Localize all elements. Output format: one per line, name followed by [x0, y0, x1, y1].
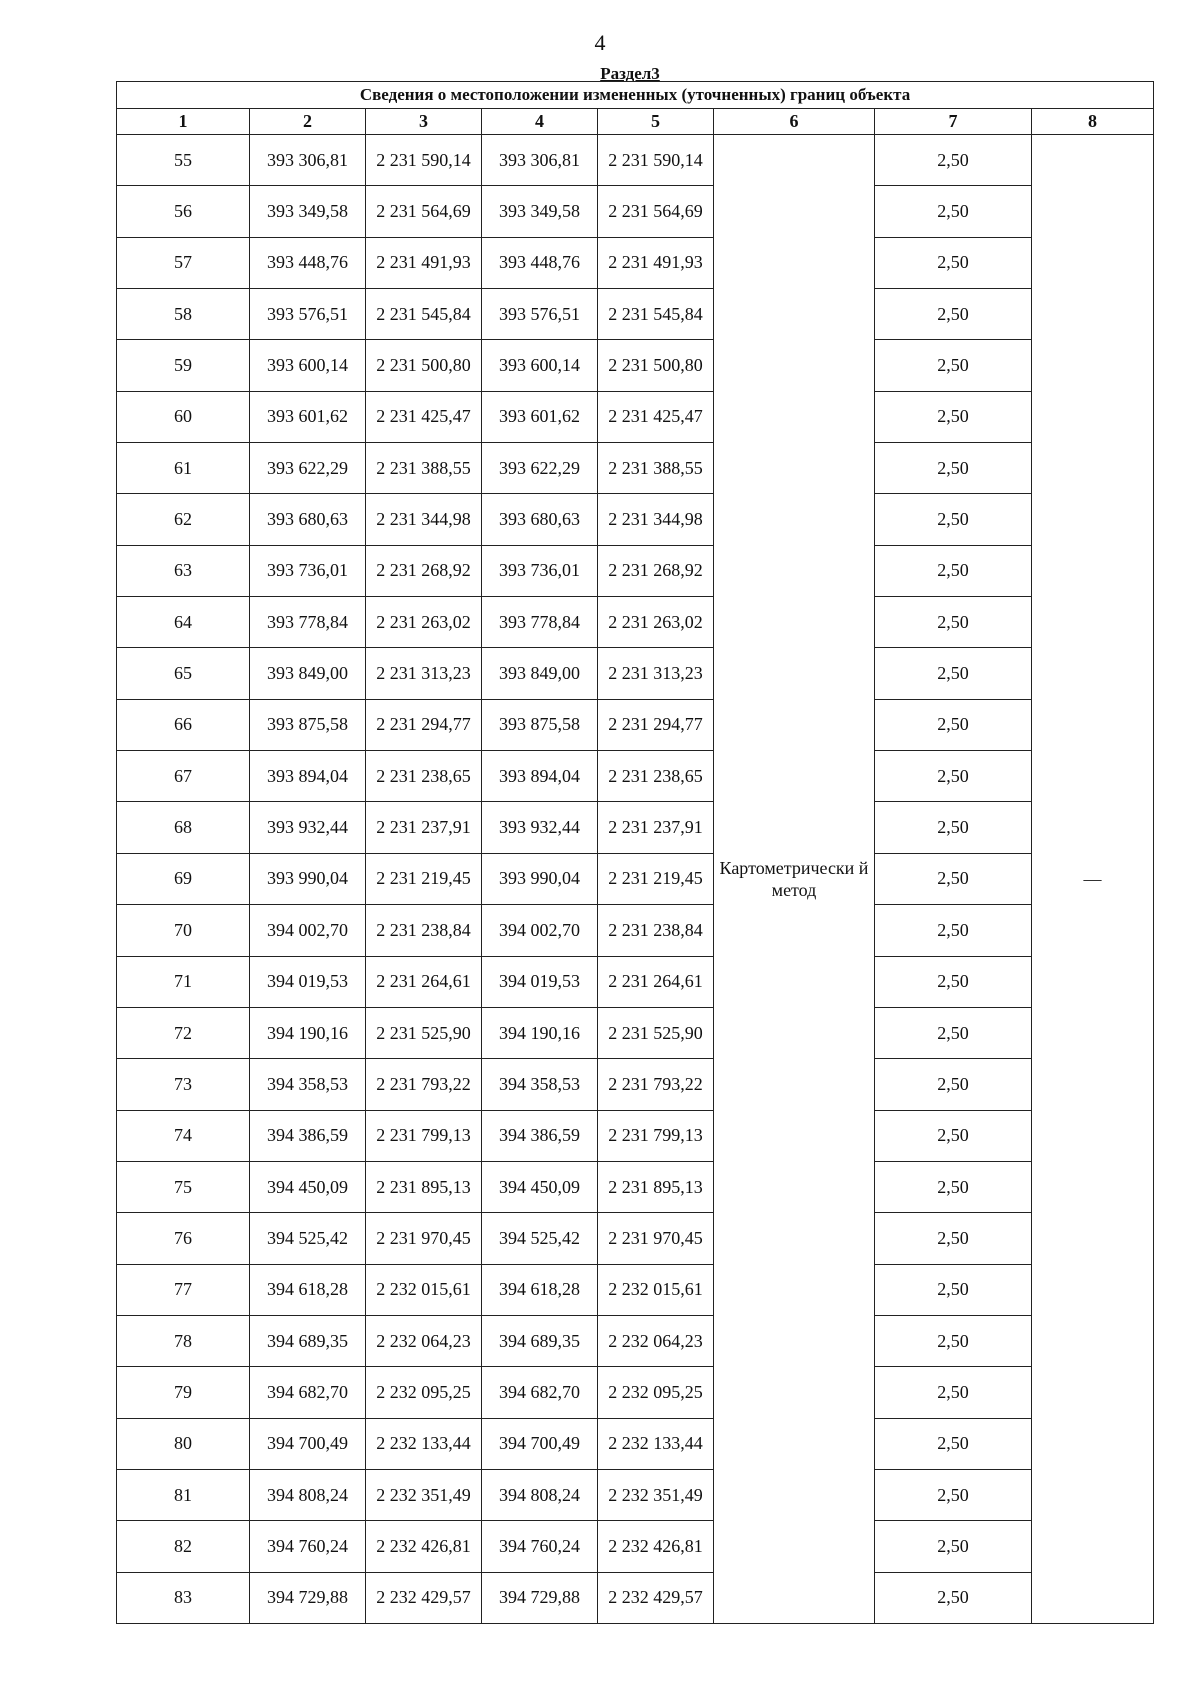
x-existing-cell: 394 002,70 [250, 905, 366, 956]
column-number: 1 [117, 109, 250, 135]
y-refined-cell: 2 232 064,23 [598, 1315, 714, 1366]
point-number-cell: 65 [117, 648, 250, 699]
y-refined-cell: 2 231 238,65 [598, 751, 714, 802]
table-row [117, 1264, 1154, 1315]
y-existing-cell: 2 231 525,90 [366, 1007, 482, 1058]
y-refined-cell: 2 231 294,77 [598, 699, 714, 750]
accuracy-cell: 2,50 [875, 1007, 1032, 1058]
table-row [117, 494, 1154, 545]
x-existing-cell: 394 525,42 [250, 1213, 366, 1264]
x-refined-cell: 394 450,09 [482, 1161, 598, 1212]
point-number-cell: 81 [117, 1469, 250, 1520]
section-title: Раздел3 [600, 64, 660, 83]
x-existing-cell: 394 019,53 [250, 956, 366, 1007]
y-refined-cell: 2 232 133,44 [598, 1418, 714, 1469]
x-existing-cell: 394 190,16 [250, 1007, 366, 1058]
table-row [117, 648, 1154, 699]
point-number-cell: 70 [117, 905, 250, 956]
table-row [117, 1213, 1154, 1264]
table-row [117, 237, 1154, 288]
table-row [117, 905, 1154, 956]
y-existing-cell: 2 231 500,80 [366, 340, 482, 391]
y-existing-cell: 2 231 238,65 [366, 751, 482, 802]
point-number-cell: 55 [117, 135, 250, 186]
table-row [117, 1059, 1154, 1110]
x-existing-cell: 393 849,00 [250, 648, 366, 699]
x-refined-cell: 394 808,24 [482, 1469, 598, 1520]
y-existing-cell: 2 231 793,22 [366, 1059, 482, 1110]
y-refined-cell: 2 231 545,84 [598, 289, 714, 340]
accuracy-cell: 2,50 [875, 1469, 1032, 1520]
accuracy-cell: 2,50 [875, 1161, 1032, 1212]
y-refined-cell: 2 232 351,49 [598, 1469, 714, 1520]
x-existing-cell: 393 600,14 [250, 340, 366, 391]
x-existing-cell: 393 622,29 [250, 443, 366, 494]
column-number: 4 [482, 109, 598, 135]
point-number-cell: 71 [117, 956, 250, 1007]
y-existing-cell: 2 232 426,81 [366, 1521, 482, 1572]
y-refined-cell: 2 232 426,81 [598, 1521, 714, 1572]
y-refined-cell: 2 231 268,92 [598, 545, 714, 596]
table-row [117, 956, 1154, 1007]
table-row [117, 1007, 1154, 1058]
y-refined-cell: 2 231 500,80 [598, 340, 714, 391]
x-refined-cell: 394 618,28 [482, 1264, 598, 1315]
accuracy-cell: 2,50 [875, 135, 1032, 186]
point-number-cell: 79 [117, 1367, 250, 1418]
x-refined-cell: 394 760,24 [482, 1521, 598, 1572]
y-existing-cell: 2 231 970,45 [366, 1213, 482, 1264]
accuracy-cell: 2,50 [875, 545, 1032, 596]
table-row [117, 443, 1154, 494]
x-existing-cell: 393 894,04 [250, 751, 366, 802]
point-number-cell: 78 [117, 1315, 250, 1366]
y-refined-cell: 2 231 793,22 [598, 1059, 714, 1110]
y-existing-cell: 2 231 564,69 [366, 186, 482, 237]
table-row [117, 135, 1154, 186]
table-caption: Сведения о местоположении измененных (уточненных) границ объекта [117, 82, 1154, 109]
y-refined-cell: 2 232 015,61 [598, 1264, 714, 1315]
x-existing-cell: 393 306,81 [250, 135, 366, 186]
point-number-cell: 68 [117, 802, 250, 853]
table-row [117, 289, 1154, 340]
point-number-cell: 57 [117, 237, 250, 288]
y-existing-cell: 2 231 313,23 [366, 648, 482, 699]
point-number-cell: 69 [117, 853, 250, 904]
y-existing-cell: 2 232 015,61 [366, 1264, 482, 1315]
y-refined-cell: 2 231 263,02 [598, 597, 714, 648]
y-refined-cell: 2 231 344,98 [598, 494, 714, 545]
x-refined-cell: 393 849,00 [482, 648, 598, 699]
accuracy-cell: 2,50 [875, 802, 1032, 853]
column-number-row [117, 109, 1154, 135]
x-existing-cell: 394 808,24 [250, 1469, 366, 1520]
y-existing-cell: 2 231 388,55 [366, 443, 482, 494]
y-existing-cell: 2 231 238,84 [366, 905, 482, 956]
column-number: 7 [875, 109, 1032, 135]
accuracy-cell: 2,50 [875, 443, 1032, 494]
y-refined-cell: 2 231 799,13 [598, 1110, 714, 1161]
page-number: 4 [594, 30, 606, 55]
y-refined-cell: 2 231 219,45 [598, 853, 714, 904]
table-row [117, 545, 1154, 596]
accuracy-cell: 2,50 [875, 597, 1032, 648]
point-number-cell: 76 [117, 1213, 250, 1264]
y-existing-cell: 2 231 237,91 [366, 802, 482, 853]
x-existing-cell: 393 875,58 [250, 699, 366, 750]
point-number-cell: 63 [117, 545, 250, 596]
y-refined-cell: 2 231 970,45 [598, 1213, 714, 1264]
y-existing-cell: 2 232 064,23 [366, 1315, 482, 1366]
point-number-cell: 82 [117, 1521, 250, 1572]
x-refined-cell: 393 448,76 [482, 237, 598, 288]
y-existing-cell: 2 231 590,14 [366, 135, 482, 186]
y-existing-cell: 2 232 095,25 [366, 1367, 482, 1418]
x-refined-cell: 393 601,62 [482, 391, 598, 442]
x-refined-cell: 394 700,49 [482, 1418, 598, 1469]
x-refined-cell: 394 729,88 [482, 1572, 598, 1623]
y-existing-cell: 2 232 429,57 [366, 1572, 482, 1623]
x-refined-cell: 393 680,63 [482, 494, 598, 545]
accuracy-cell: 2,50 [875, 1059, 1032, 1110]
x-refined-cell: 393 306,81 [482, 135, 598, 186]
accuracy-cell: 2,50 [875, 237, 1032, 288]
x-existing-cell: 394 618,28 [250, 1264, 366, 1315]
x-existing-cell: 393 990,04 [250, 853, 366, 904]
column-number: 8 [1032, 109, 1154, 135]
y-refined-cell: 2 231 238,84 [598, 905, 714, 956]
point-number-cell: 64 [117, 597, 250, 648]
table-row [117, 802, 1154, 853]
x-existing-cell: 394 386,59 [250, 1110, 366, 1161]
x-refined-cell: 393 622,29 [482, 443, 598, 494]
x-refined-cell: 394 525,42 [482, 1213, 598, 1264]
y-existing-cell: 2 231 219,45 [366, 853, 482, 904]
x-refined-cell: 394 019,53 [482, 956, 598, 1007]
table-row [117, 1367, 1154, 1418]
point-number-cell: 61 [117, 443, 250, 494]
x-existing-cell: 394 760,24 [250, 1521, 366, 1572]
y-existing-cell: 2 231 268,92 [366, 545, 482, 596]
accuracy-cell: 2,50 [875, 340, 1032, 391]
y-refined-cell: 2 231 313,23 [598, 648, 714, 699]
table-row [117, 1110, 1154, 1161]
column-number: 3 [366, 109, 482, 135]
y-refined-cell: 2 231 388,55 [598, 443, 714, 494]
x-refined-cell: 393 349,58 [482, 186, 598, 237]
y-existing-cell: 2 231 264,61 [366, 956, 482, 1007]
accuracy-cell: 2,50 [875, 289, 1032, 340]
table-row [117, 1161, 1154, 1212]
x-existing-cell: 394 700,49 [250, 1418, 366, 1469]
accuracy-cell: 2,50 [875, 1264, 1032, 1315]
y-existing-cell: 2 231 895,13 [366, 1161, 482, 1212]
x-refined-cell: 394 190,16 [482, 1007, 598, 1058]
point-number-cell: 80 [117, 1418, 250, 1469]
y-existing-cell: 2 231 425,47 [366, 391, 482, 442]
point-number-cell: 72 [117, 1007, 250, 1058]
table-row [117, 1418, 1154, 1469]
table-row [117, 186, 1154, 237]
accuracy-cell: 2,50 [875, 648, 1032, 699]
table-row [117, 1521, 1154, 1572]
y-refined-cell: 2 231 425,47 [598, 391, 714, 442]
table-row [117, 597, 1154, 648]
accuracy-cell: 2,50 [875, 1572, 1032, 1623]
accuracy-cell: 2,50 [875, 1418, 1032, 1469]
y-refined-cell: 2 231 564,69 [598, 186, 714, 237]
y-refined-cell: 2 232 429,57 [598, 1572, 714, 1623]
y-existing-cell: 2 231 545,84 [366, 289, 482, 340]
point-number-cell: 67 [117, 751, 250, 802]
y-refined-cell: 2 231 895,13 [598, 1161, 714, 1212]
y-existing-cell: 2 232 133,44 [366, 1418, 482, 1469]
y-refined-cell: 2 231 525,90 [598, 1007, 714, 1058]
y-existing-cell: 2 232 351,49 [366, 1469, 482, 1520]
accuracy-cell: 2,50 [875, 905, 1032, 956]
point-number-cell: 74 [117, 1110, 250, 1161]
table-row [117, 751, 1154, 802]
column-number: 6 [714, 109, 875, 135]
point-number-cell: 73 [117, 1059, 250, 1110]
x-refined-cell: 393 576,51 [482, 289, 598, 340]
y-existing-cell: 2 231 263,02 [366, 597, 482, 648]
point-number-cell: 62 [117, 494, 250, 545]
table-row [117, 1572, 1154, 1623]
table-caption-row [117, 82, 1154, 109]
x-refined-cell: 394 386,59 [482, 1110, 598, 1161]
x-existing-cell: 393 349,58 [250, 186, 366, 237]
x-existing-cell: 394 358,53 [250, 1059, 366, 1110]
table-row [117, 1469, 1154, 1520]
column-8-cell: — [1032, 135, 1154, 1624]
x-existing-cell: 394 682,70 [250, 1367, 366, 1418]
y-existing-cell: 2 231 344,98 [366, 494, 482, 545]
y-refined-cell: 2 231 491,93 [598, 237, 714, 288]
point-number-cell: 59 [117, 340, 250, 391]
accuracy-cell: 2,50 [875, 1521, 1032, 1572]
x-refined-cell: 393 778,84 [482, 597, 598, 648]
accuracy-cell: 2,50 [875, 1213, 1032, 1264]
y-existing-cell: 2 231 491,93 [366, 237, 482, 288]
x-existing-cell: 393 932,44 [250, 802, 366, 853]
accuracy-cell: 2,50 [875, 751, 1032, 802]
x-existing-cell: 393 448,76 [250, 237, 366, 288]
table-row [117, 699, 1154, 750]
x-refined-cell: 393 894,04 [482, 751, 598, 802]
x-refined-cell: 394 358,53 [482, 1059, 598, 1110]
accuracy-cell: 2,50 [875, 853, 1032, 904]
point-number-cell: 77 [117, 1264, 250, 1315]
accuracy-cell: 2,50 [875, 1315, 1032, 1366]
accuracy-cell: 2,50 [875, 699, 1032, 750]
table-row [117, 853, 1154, 904]
x-refined-cell: 393 875,58 [482, 699, 598, 750]
point-number-cell: 75 [117, 1161, 250, 1212]
y-refined-cell: 2 231 590,14 [598, 135, 714, 186]
table-row [117, 391, 1154, 442]
x-refined-cell: 393 736,01 [482, 545, 598, 596]
x-existing-cell: 393 601,62 [250, 391, 366, 442]
column-number: 5 [598, 109, 714, 135]
x-refined-cell: 394 689,35 [482, 1315, 598, 1366]
x-existing-cell: 393 576,51 [250, 289, 366, 340]
point-number-cell: 83 [117, 1572, 250, 1623]
accuracy-cell: 2,50 [875, 494, 1032, 545]
y-refined-cell: 2 231 264,61 [598, 956, 714, 1007]
accuracy-cell: 2,50 [875, 1110, 1032, 1161]
accuracy-cell: 2,50 [875, 186, 1032, 237]
column-number: 2 [250, 109, 366, 135]
point-number-cell: 66 [117, 699, 250, 750]
x-refined-cell: 393 932,44 [482, 802, 598, 853]
table-row [117, 340, 1154, 391]
y-refined-cell: 2 232 095,25 [598, 1367, 714, 1418]
accuracy-cell: 2,50 [875, 1367, 1032, 1418]
x-existing-cell: 394 729,88 [250, 1572, 366, 1623]
point-number-cell: 60 [117, 391, 250, 442]
x-existing-cell: 394 689,35 [250, 1315, 366, 1366]
x-refined-cell: 394 682,70 [482, 1367, 598, 1418]
x-refined-cell: 393 990,04 [482, 853, 598, 904]
y-existing-cell: 2 231 799,13 [366, 1110, 482, 1161]
x-existing-cell: 393 680,63 [250, 494, 366, 545]
y-existing-cell: 2 231 294,77 [366, 699, 482, 750]
coordinates-table [116, 81, 1154, 1624]
y-refined-cell: 2 231 237,91 [598, 802, 714, 853]
point-number-cell: 56 [117, 186, 250, 237]
x-existing-cell: 394 450,09 [250, 1161, 366, 1212]
x-refined-cell: 394 002,70 [482, 905, 598, 956]
method-cell: Картометрически й метод [714, 135, 875, 1624]
x-existing-cell: 393 778,84 [250, 597, 366, 648]
x-refined-cell: 393 600,14 [482, 340, 598, 391]
table-row [117, 1315, 1154, 1366]
x-existing-cell: 393 736,01 [250, 545, 366, 596]
point-number-cell: 58 [117, 289, 250, 340]
accuracy-cell: 2,50 [875, 391, 1032, 442]
accuracy-cell: 2,50 [875, 956, 1032, 1007]
